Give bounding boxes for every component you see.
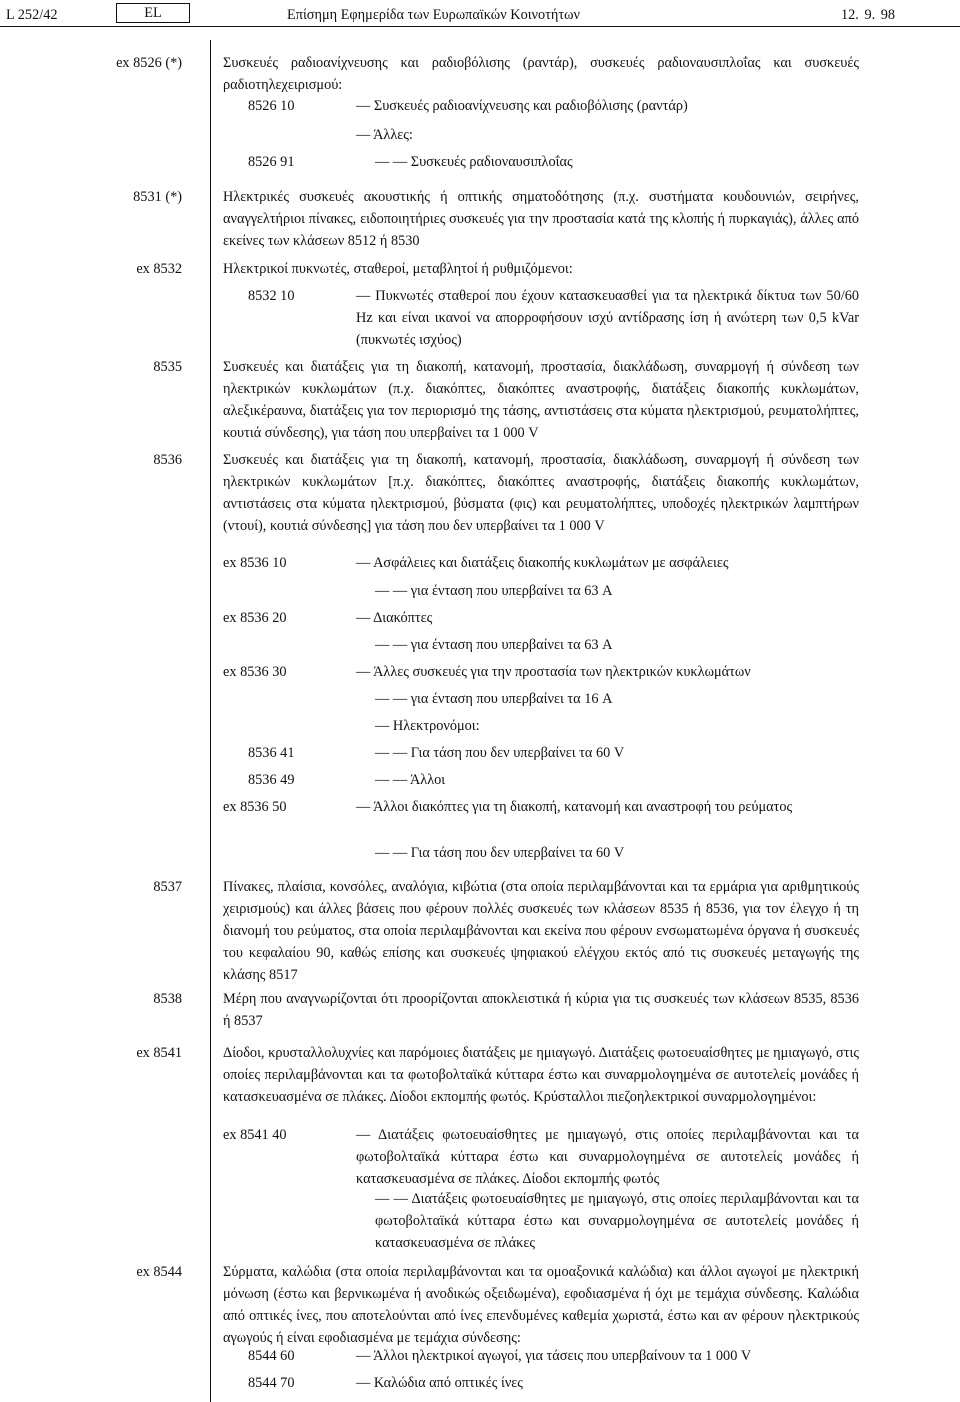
entry-code: ex 8544 [136,1264,182,1280]
entry-description: Συσκευές ραδιοανίχνευσης και ραδιοβόλισης (ραντάρ), συσκευές ραδιοναυσιπλοΐας και συσκευές ραδιοτηλεχειρισμού: [223,55,859,93]
entry-code: 8537 [153,879,182,895]
subheading-code: ex 8536 10 [223,555,287,571]
entry-code: ex 8541 [136,1045,182,1061]
subheading-text: — Ασφάλειες και διατάξεις διακοπής κυκλωμάτων με ασφάλειες [356,555,729,571]
subheading-code: ex 8536 50 [223,799,287,815]
publication-date: 12. 9. 98 [841,7,896,23]
subheading-code: 8544 70 [248,1375,295,1391]
entry-code: 8535 [153,359,182,375]
language-badge: EL [116,3,190,23]
subheading-text: — Συσκευές ραδιοανίχνευσης και ραδιοβόλισης (ραντάρ) [356,98,688,114]
subheading-text: — — για ένταση που υπερβαίνει τα 63 A [375,637,613,653]
header-rule [0,26,960,27]
page-reference: L 252/42 [6,7,58,23]
entry-description: Συσκευές και διατάξεις για τη διακοπή, κατανομή, προστασία, διακλάδωση, συναρμογή ή σύνδεση των ηλεκτρικών κυκλωμάτων (π.χ. διακόπτες, διακόπτες αναστροφής, διατάξεις διακοπής κυκλωμάτων, αλεξικέραυνα, διατάξεις για τον περιορισμό της τάσης, αντιστάσεις στα κύματα ηλεκτρισμού, ρευματολήπτες, κουτιά σύνδεσης), για τάση που υπερβαίνει τα 1 000 V [223,359,859,441]
subheading-code: 8532 10 [248,288,295,304]
page-header [0,0,960,26]
entry-code: 8536 [153,452,182,468]
entry-code: ex 8526 (*) [116,55,182,71]
subheading-text: — Διακόπτες [356,610,433,626]
entry-description: Ηλεκτρικοί πυκνωτές, σταθεροί, μεταβλητοί ή ρυθμιζόμενοι: [223,261,573,277]
entry-description: Πίνακες, πλαίσια, κονσόλες, αναλόγια, κιβώτια (στα οποία περιλαμβάνονται και τα ερμάρια για αριθμητικούς χειρισμούς) και άλλες βάσεις που φέρουν πολλές συσκευές των κλάσεων 8535 ή 8536, για τον έλεγχο ή τη διανομή του ρεύματος, στα οποία περιλαμβάνονται και εκείνα που φέρουν ενσωματωμένα όργανα ή συσκευές του κεφαλαίου 90, καθώς επίσης και συσκευές ψηφιακού ελέγχου εκτός από τις συσκευές μεταγωγής της κλάσης 8517 [223,879,859,983]
subheading-text: — — Διατάξεις φωτοευαίσθητες με ημιαγωγό, στις οποίες περιλαμβάνονται και τα φωτοβολταϊκά κύτταρα έστω και συναρμολογημένα σε αυτοτελείς μονάδες ή κατασκευασμένα σε πλάκες [375,1191,859,1251]
subheading-text: — — Άλλοι [375,772,446,788]
subheading-text: — — για ένταση που υπερβαίνει τα 16 A [375,691,613,707]
subheading-code: ex 8541 40 [223,1127,287,1143]
subheading-text: — — για ένταση που υπερβαίνει τα 63 A [375,583,613,599]
entry-code: ex 8532 [136,261,182,277]
column-divider [210,40,211,1402]
journal-title: Επίσημη Εφημερίδα των Ευρωπαϊκών Κοινοτήτων [287,7,581,23]
subheading-text: — Πυκνωτές σταθεροί που έχουν κατασκευασθεί για τα ηλεκτρικά δίκτυα των 50/60 Hz και είναι ικανοί να απορροφήσουν ισχύ αντίδρασης ίση ή ανώτερη των 0,5 kVar (πυκνωτές ισχύος) [356,288,859,348]
subheading-text: — Καλώδια από οπτικές ίνες [356,1375,523,1391]
subheading-text: — Άλλες: [356,127,413,143]
entry-code: 8538 [153,991,182,1007]
subheading-text: — Άλλοι ηλεκτρικοί αγωγοί, για τάσεις που υπερβαίνουν τα 1 000 V [356,1348,752,1364]
entry-description: Συσκευές και διατάξεις για τη διακοπή, κατανομή, προστασία, διακλάδωση, συναρμογή ή σύνδεση των ηλεκτρικών κυκλωμάτων [π.χ. διακόπτες, διακόπτες αναστροφής, διατάξεις διακοπής κυκλωμάτων, αντιστάσεις στα κύματα ηλεκτρισμού, βύσματα (φις) και ρευματολήπτες, υποδοχές ηλεκτρικών λαμπτήρων (ντουί), κουτιά σύνδεσης] για τάση που δεν υπερβαίνει τα 1 000 V [223,452,859,534]
subheading-code: 8526 91 [248,154,295,170]
subheading-text: — Διατάξεις φωτοευαίσθητες με ημιαγωγό, στις οποίες περιλαμβάνονται και τα φωτοβολταϊκά κύτταρα έστω και συναρμολογημένα σε αυτοτελείς μονάδες ή κατασκευασμένα σε πλάκες. Δίοδοι εκπομπής φωτός [356,1127,859,1187]
entry-description: Σύρματα, καλώδια (στα οποία περιλαμβάνονται και τα ομοαξονικά καλώδια) και άλλοι αγωγοί με ηλεκτρική μόνωση (έστω και βερνικωμένα ή ανοδικώς οξειδωμένα), εφοδιασμένα ή όχι με τεμάχια σύνδεσης. Καλώδια από οπτικές ίνες, που αποτελούνται από ίνες επενδυμένες καθεμία χωριστά, έστω και αν φέρουν ηλεκτρικούς αγωγούς ή είναι εφοδιασμένα με τεμάχια σύνδεσης: [223,1264,859,1346]
subheading-text: — — Συσκευές ραδιοναυσιπλοΐας [375,154,573,170]
subheading-text: — Άλλοι διακόπτες για τη διακοπή, κατανομή και αναστροφή του ρεύματος [356,799,793,815]
subheading-code: 8526 10 [248,98,295,114]
subheading-text: — Ηλεκτρονόμοι: [375,718,480,734]
subheading-text: — — Για τάση που δεν υπερβαίνει τα 60 V [375,845,625,861]
subheading-code: 8536 49 [248,772,295,788]
entry-code: 8531 (*) [133,189,182,205]
subheading-code: ex 8536 20 [223,610,287,626]
subheading-code: 8544 60 [248,1348,295,1364]
entry-description: Μέρη που αναγνωρίζονται ότι προορίζονται αποκλειστικά ή κύρια για τις συσκευές των κλάσεων 8535, 8536 ή 8537 [223,991,859,1029]
subheading-code: 8536 41 [248,745,295,761]
subheading-code: ex 8536 30 [223,664,287,680]
entry-description: Ηλεκτρικές συσκευές ακουστικής ή οπτικής σηματοδότησης (π.χ. συστήματα κουδουνιών, σειρήνες, αναγγελτήριοι πίνακες, ειδοποιητήριες συσκευές για την προστασία κατά της κλοπής ή πυρκαγιάς), άλλες από εκείνες των κλάσεων 8512 ή 8530 [223,189,859,249]
subheading-text: — — Για τάση που δεν υπερβαίνει τα 60 V [375,745,625,761]
subheading-text: — Άλλες συσκευές για την προστασία των ηλεκτρικών κυκλωμάτων [356,664,751,680]
entry-description: Δίοδοι, κρυσταλλολυχνίες και παρόμοιες διατάξεις με ημιαγωγό. Διατάξεις φωτοευαίσθητες με ημιαγωγό, στις οποίες περιλαμβάνονται και τα φωτοβολταϊκά κύτταρα έστω και συναρμολογημένα σε αυτοτελείς μονάδες ή κατασκευασμένα σε πλάκες. Δίοδοι εκπομπής φωτός. Κρύσταλλοι πιεζοηλεκτρικοί συναρμολογημένοι: [223,1045,859,1105]
